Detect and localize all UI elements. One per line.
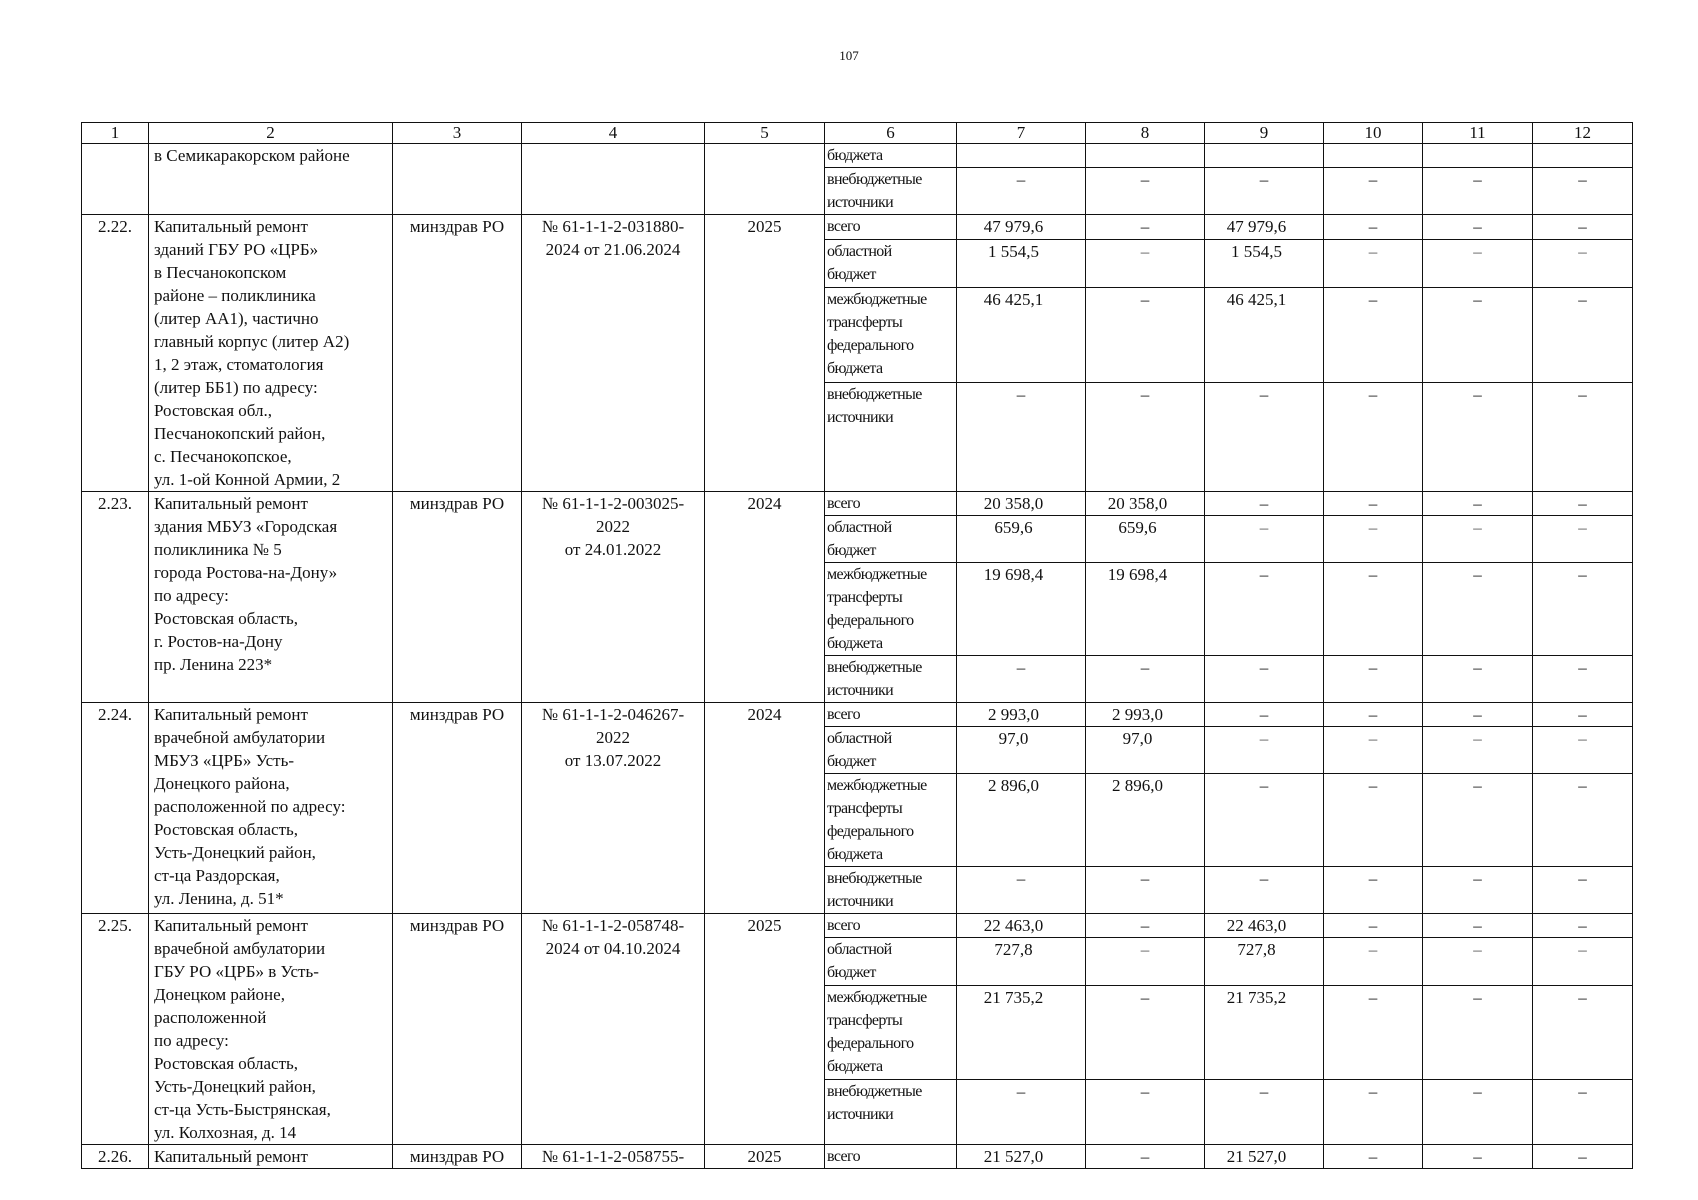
empty-cell: – xyxy=(1423,239,1533,287)
empty-cell xyxy=(1324,144,1423,168)
empty-cell xyxy=(1205,144,1324,168)
empty-cell: – xyxy=(1324,985,1423,1079)
amount-cell: 47 979,6 xyxy=(1205,215,1324,240)
empty-cell: – xyxy=(1086,938,1205,986)
project-id: 2.24. xyxy=(82,703,149,914)
empty-cell: – xyxy=(1205,383,1324,492)
amount-cell: 19 698,4 xyxy=(1086,563,1205,656)
funding-source: внебюджетные источники xyxy=(825,656,957,703)
empty-cell: – xyxy=(1423,774,1533,867)
column-number: 4 xyxy=(522,123,705,144)
empty-cell: – xyxy=(1086,1080,1205,1145)
project-name: Капитальный ремонт xyxy=(149,1145,393,1169)
empty-cell: – xyxy=(1423,1080,1533,1145)
project-id: 2.25. xyxy=(82,914,149,1145)
column-number: 12 xyxy=(1533,123,1633,144)
empty-cell: – xyxy=(1423,914,1533,938)
amount-cell: 1 554,5 xyxy=(957,239,1086,287)
empty-cell: – xyxy=(1324,563,1423,656)
funding-source: межбюджетные трансферты федерального бюджета xyxy=(825,563,957,656)
project-name: Капитальный ремонт врачебной амбулатории МБУЗ «ЦРБ» Усть- Донецкого района, расположенной по адресу: Ростовская область, Усть-Донецкий район, ст-ца Раздорская, ул. Ленина, д. 51* xyxy=(149,703,393,914)
empty-cell: – xyxy=(1423,516,1533,563)
funding-source: всего xyxy=(825,914,957,938)
amount-cell: 21 527,0 xyxy=(957,1145,1086,1169)
empty-cell: – xyxy=(1533,215,1633,240)
empty-cell: – xyxy=(1423,563,1533,656)
table-row xyxy=(82,703,1633,727)
funding-source: всего xyxy=(825,215,957,240)
empty-cell: – xyxy=(1324,914,1423,938)
funding-source: областной бюджет xyxy=(825,938,957,986)
amount-cell: 2 993,0 xyxy=(1086,703,1205,727)
empty-cell xyxy=(1086,144,1205,168)
funding-source: межбюджетные трансферты федерального бюджета xyxy=(825,287,957,382)
empty-cell: – xyxy=(1533,656,1633,703)
empty-cell: – xyxy=(1533,287,1633,382)
amount-cell: 46 425,1 xyxy=(1205,287,1324,382)
empty-cell: – xyxy=(1533,938,1633,986)
empty-cell: – xyxy=(1324,703,1423,727)
amount-cell: 97,0 xyxy=(957,727,1086,774)
empty-cell: – xyxy=(1533,1080,1633,1145)
empty-cell: – xyxy=(1423,703,1533,727)
project-executor: минздрав РО xyxy=(393,215,522,492)
amount-cell: 46 425,1 xyxy=(957,287,1086,382)
project-year: 2024 xyxy=(705,703,825,914)
project-document xyxy=(522,144,705,215)
funding-source: бюджета xyxy=(825,144,957,168)
empty-cell: – xyxy=(1086,168,1205,215)
empty-cell: – xyxy=(1533,168,1633,215)
empty-cell: – xyxy=(1324,938,1423,986)
empty-cell: – xyxy=(1324,492,1423,516)
funding-source: всего xyxy=(825,1145,957,1169)
project-name: Капитальный ремонт зданий ГБУ РО «ЦРБ» в Песчанокопском районе – поликлиника (литер АА1), частично главный корпус (литер А2) 1, 2 этаж, стоматология (литер ББ1) по адресу: Ростовская обл., Песчанокопский район, с. Песчанокопское, ул. 1-ой Конной Армии, 2 xyxy=(149,215,393,492)
project-executor: минздрав РО xyxy=(393,703,522,914)
empty-cell: – xyxy=(1533,1145,1633,1169)
empty-cell: – xyxy=(1423,985,1533,1079)
amount-cell: 21 735,2 xyxy=(957,985,1086,1079)
funding-source: областной бюджет xyxy=(825,727,957,774)
empty-cell: – xyxy=(1533,867,1633,914)
funding-source: внебюджетные источники xyxy=(825,867,957,914)
table-row xyxy=(82,1145,1633,1169)
funding-source: областной бюджет xyxy=(825,239,957,287)
amount-cell: 19 698,4 xyxy=(957,563,1086,656)
amount-cell: 22 463,0 xyxy=(957,914,1086,938)
table-body xyxy=(82,123,1633,1169)
empty-cell: – xyxy=(1533,563,1633,656)
empty-cell: – xyxy=(1205,703,1324,727)
empty-cell: – xyxy=(1533,703,1633,727)
project-id xyxy=(82,144,149,215)
empty-cell: – xyxy=(1533,383,1633,492)
empty-cell xyxy=(957,144,1086,168)
funding-source: всего xyxy=(825,492,957,516)
empty-cell: – xyxy=(1324,867,1423,914)
amount-cell: 659,6 xyxy=(957,516,1086,563)
empty-cell: – xyxy=(1423,168,1533,215)
funding-source: межбюджетные трансферты федерального бюджета xyxy=(825,985,957,1079)
empty-cell: – xyxy=(1533,774,1633,867)
empty-cell: – xyxy=(1324,215,1423,240)
empty-cell: – xyxy=(1423,938,1533,986)
empty-cell: – xyxy=(957,656,1086,703)
amount-cell: 2 896,0 xyxy=(957,774,1086,867)
project-executor: минздрав РО xyxy=(393,492,522,703)
empty-cell: – xyxy=(1086,914,1205,938)
empty-cell: – xyxy=(1205,492,1324,516)
empty-cell: – xyxy=(1205,516,1324,563)
amount-cell: 97,0 xyxy=(1086,727,1205,774)
funding-source: всего xyxy=(825,703,957,727)
column-number-row xyxy=(82,123,1633,144)
project-document: № 61-1-1-2-046267- 2022 от 13.07.2022 xyxy=(522,703,705,914)
empty-cell: – xyxy=(1324,516,1423,563)
funding-source: внебюджетные источники xyxy=(825,383,957,492)
empty-cell: – xyxy=(1086,985,1205,1079)
project-year: 2025 xyxy=(705,215,825,492)
empty-cell: – xyxy=(1423,1145,1533,1169)
column-number: 9 xyxy=(1205,123,1324,144)
column-number: 5 xyxy=(705,123,825,144)
empty-cell: – xyxy=(1324,168,1423,215)
project-name: Капитальный ремонт здания МБУЗ «Городская поликлиника № 5 города Ростова-на-Дону» по адресу: Ростовская область, г. Ростов-на-Дону пр. Ленина 223* xyxy=(149,492,393,703)
funding-source: межбюджетные трансферты федерального бюджета xyxy=(825,774,957,867)
empty-cell: – xyxy=(1205,727,1324,774)
project-executor xyxy=(393,144,522,215)
empty-cell: – xyxy=(1423,383,1533,492)
amount-cell: 20 358,0 xyxy=(1086,492,1205,516)
empty-cell: – xyxy=(1324,774,1423,867)
empty-cell: – xyxy=(957,383,1086,492)
amount-cell: 22 463,0 xyxy=(1205,914,1324,938)
column-number: 7 xyxy=(957,123,1086,144)
project-document: № 61-1-1-2-003025- 2022 от 24.01.2022 xyxy=(522,492,705,703)
column-number: 8 xyxy=(1086,123,1205,144)
empty-cell: – xyxy=(957,1080,1086,1145)
amount-cell: 727,8 xyxy=(957,938,1086,986)
empty-cell: – xyxy=(1086,215,1205,240)
empty-cell: – xyxy=(1086,867,1205,914)
funding-source: областной бюджет xyxy=(825,516,957,563)
empty-cell: – xyxy=(1533,727,1633,774)
project-id: 2.26. xyxy=(82,1145,149,1169)
empty-cell: – xyxy=(1423,287,1533,382)
empty-cell: – xyxy=(1324,727,1423,774)
column-number: 6 xyxy=(825,123,957,144)
project-id: 2.23. xyxy=(82,492,149,703)
project-name: Капитальный ремонт врачебной амбулатории ГБУ РО «ЦРБ» в Усть- Донецком районе, расположенной по адресу: Ростовская область, Усть-Донецкий район, ст-ца Усть-Быстрянская, ул. Колхозная, д. 14 xyxy=(149,914,393,1145)
empty-cell: – xyxy=(957,168,1086,215)
amount-cell: 20 358,0 xyxy=(957,492,1086,516)
empty-cell: – xyxy=(1533,914,1633,938)
empty-cell: – xyxy=(1205,656,1324,703)
empty-cell: – xyxy=(1205,1080,1324,1145)
project-year: 2025 xyxy=(705,1145,825,1169)
amount-cell: 21 527,0 xyxy=(1205,1145,1324,1169)
amount-cell: 1 554,5 xyxy=(1205,239,1324,287)
amount-cell: 727,8 xyxy=(1205,938,1324,986)
project-name: в Семикаракорском районе xyxy=(149,144,393,215)
page-number: 107 xyxy=(839,48,859,63)
column-number: 10 xyxy=(1324,123,1423,144)
empty-cell: – xyxy=(1423,727,1533,774)
project-id: 2.22. xyxy=(82,215,149,492)
empty-cell: – xyxy=(1324,656,1423,703)
empty-cell xyxy=(1423,144,1533,168)
project-year xyxy=(705,144,825,215)
amount-cell: 2 896,0 xyxy=(1086,774,1205,867)
table-row xyxy=(82,914,1633,938)
empty-cell: – xyxy=(1205,563,1324,656)
empty-cell: – xyxy=(1324,1080,1423,1145)
amount-cell: 2 993,0 xyxy=(957,703,1086,727)
empty-cell: – xyxy=(1324,287,1423,382)
table-row xyxy=(82,492,1633,516)
empty-cell: – xyxy=(1324,1145,1423,1169)
project-year: 2025 xyxy=(705,914,825,1145)
project-document: № 61-1-1-2-058748- 2024 от 04.10.2024 xyxy=(522,914,705,1145)
amount-cell: 21 735,2 xyxy=(1205,985,1324,1079)
empty-cell xyxy=(1533,144,1633,168)
funding-source: внебюджетные источники xyxy=(825,1080,957,1145)
empty-cell: – xyxy=(1423,215,1533,240)
empty-cell: – xyxy=(1205,774,1324,867)
empty-cell: – xyxy=(1324,239,1423,287)
column-number: 2 xyxy=(149,123,393,144)
column-number: 3 xyxy=(393,123,522,144)
funding-source: внебюджетные источники xyxy=(825,168,957,215)
empty-cell: – xyxy=(1086,383,1205,492)
table-row xyxy=(82,215,1633,240)
program-table xyxy=(81,122,1633,1169)
column-number: 11 xyxy=(1423,123,1533,144)
empty-cell: – xyxy=(1086,239,1205,287)
empty-cell: – xyxy=(1205,867,1324,914)
empty-cell: – xyxy=(1086,656,1205,703)
empty-cell: – xyxy=(957,867,1086,914)
project-document: № 61-1-1-2-031880- 2024 от 21.06.2024 xyxy=(522,215,705,492)
amount-cell: 659,6 xyxy=(1086,516,1205,563)
empty-cell: – xyxy=(1086,1145,1205,1169)
empty-cell: – xyxy=(1324,383,1423,492)
empty-cell: – xyxy=(1533,985,1633,1079)
project-executor: минздрав РО xyxy=(393,914,522,1145)
empty-cell: – xyxy=(1086,287,1205,382)
project-year: 2024 xyxy=(705,492,825,703)
empty-cell: – xyxy=(1423,492,1533,516)
column-number: 1 xyxy=(82,123,149,144)
empty-cell: – xyxy=(1423,656,1533,703)
empty-cell: – xyxy=(1205,168,1324,215)
table-row xyxy=(82,144,1633,168)
empty-cell: – xyxy=(1533,492,1633,516)
empty-cell: – xyxy=(1533,516,1633,563)
amount-cell: 47 979,6 xyxy=(957,215,1086,240)
project-document: № 61-1-1-2-058755- xyxy=(522,1145,705,1169)
project-executor: минздрав РО xyxy=(393,1145,522,1169)
empty-cell: – xyxy=(1423,867,1533,914)
empty-cell: – xyxy=(1533,239,1633,287)
